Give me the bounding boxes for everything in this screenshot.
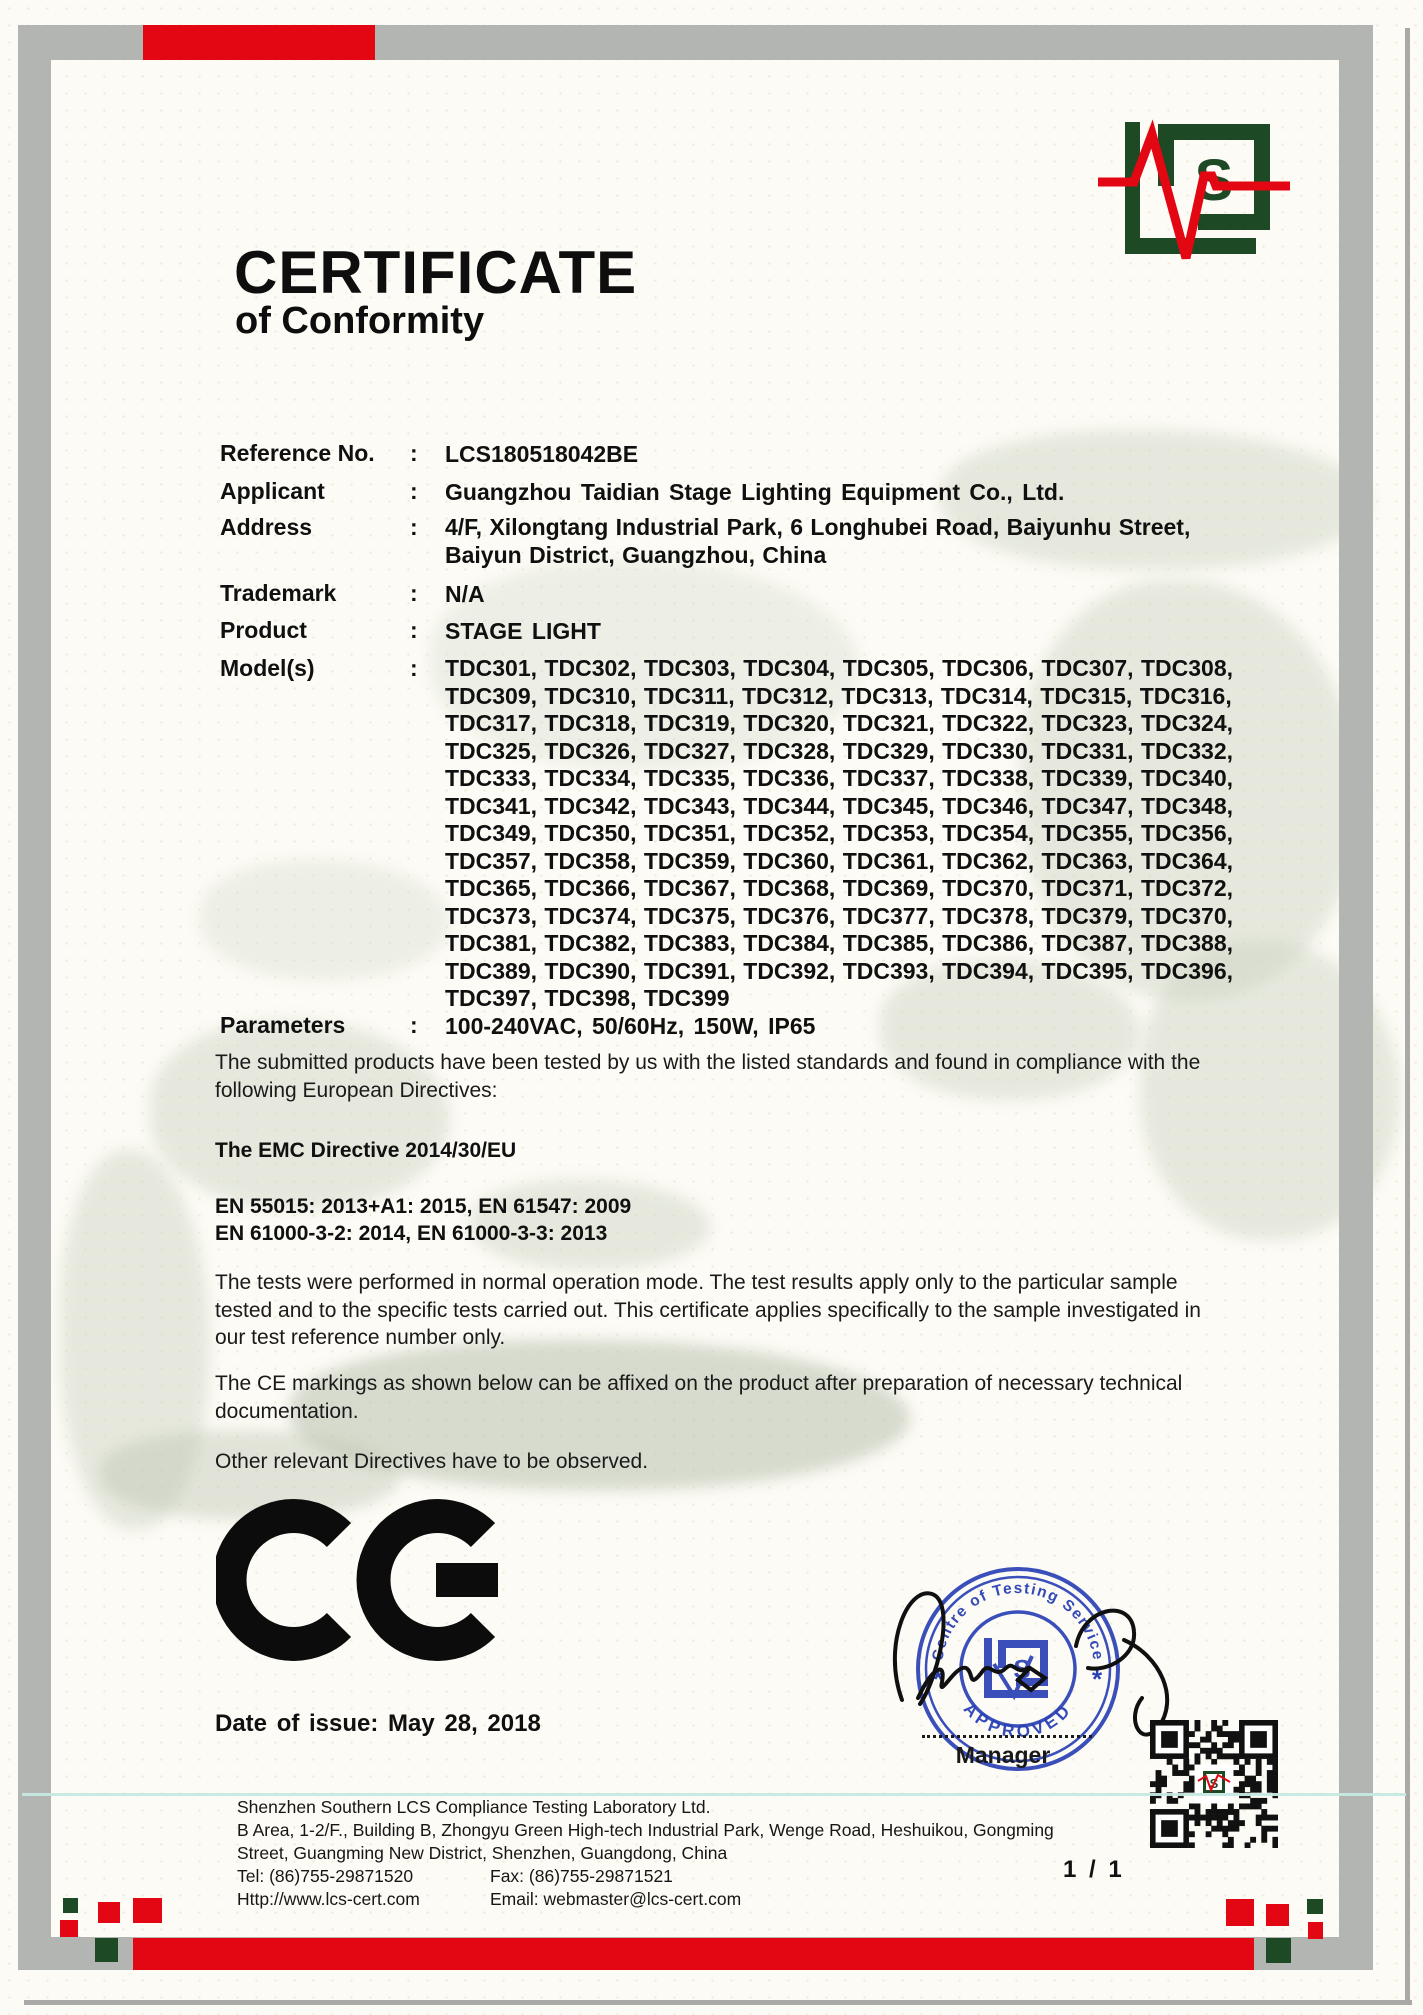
address-line: 4/F, Xilongtang Industrial Park, 6 Longhubei Road, Baiyunhu Street, (445, 514, 1191, 540)
model-line: TDC381, TDC382, TDC383, TDC384, TDC385, TDC386, TDC387, TDC388, (445, 930, 1234, 956)
statement-intro: The submitted products have been tested by us with the listed standards and found in compliance with the following European Directives: (215, 1051, 1201, 1102)
deco-square-red (1266, 1904, 1289, 1926)
frame-right (1339, 25, 1373, 1970)
ce-mark (216, 1492, 516, 1667)
statement-tests: The tests were performed in normal operation mode. The test results apply only to the particular sample tested and to the specific tests carried out. This certificate applies specifically to the sample investigated in our test reference number only. (215, 1271, 1201, 1349)
frame-bottom-red-accent (133, 1938, 1254, 1970)
model-line: TDC341, TDC342, TDC343, TDC344, TDC345, TDC346, TDC347, TDC348, (445, 792, 1234, 819)
footer-tel: Tel: (86)755-29871520 (237, 1866, 414, 1886)
field-label: Product (220, 617, 307, 643)
statement-standards-line1: EN 55015: 2013+A1: 2015, EN 61547: 2009 (215, 1195, 632, 1218)
field-label: Trademark (220, 580, 337, 606)
stamp-star-right: * (1092, 1664, 1103, 1694)
lcs-logo (1098, 116, 1290, 266)
model-line: TDC357, TDC358, TDC359, TDC360, TDC361, TDC362, TDC363, TDC364, (445, 847, 1234, 874)
field-value: Guangzhou Taidian Stage Lighting Equipment Co., Ltd. (445, 479, 1065, 505)
qr-code (1150, 1720, 1278, 1848)
footer-fax: Fax: (86)755-29871521 (490, 1866, 673, 1886)
model-line: TDC325, TDC326, TDC327, TDC328, TDC329, TDC330, TDC331, TDC332, (445, 737, 1234, 764)
footer-web: Http://www.lcs-cert.com (237, 1889, 420, 1909)
logo-letter-s: S (1194, 148, 1234, 213)
deco-square-red (1226, 1899, 1254, 1926)
footer-address-line2: Street, Guangming New District, Shenzhen, Guangdong, China (237, 1843, 728, 1863)
svg-text:S: S (1209, 1776, 1219, 1791)
signature-line (922, 1735, 1092, 1738)
model-line: TDC333, TDC334, TDC335, TDC336, TDC337, TDC338, TDC339, TDC340, (445, 765, 1234, 791)
field-value: LCS180518042BE (445, 441, 639, 467)
field-label: Address (220, 514, 313, 540)
frame-left (18, 25, 51, 1970)
field-colon: : (410, 478, 418, 504)
map-watermark (200, 860, 450, 980)
deco-square-green (1307, 1899, 1323, 1914)
stamp-arc-top-text: Centre of Testing Service (929, 1579, 1107, 1663)
model-line: TDC349, TDC350, TDC351, TDC352, TDC353, TDC354, TDC355, TDC356, (445, 820, 1234, 846)
model-line: TDC309, TDC310, TDC311, TDC312, TDC313, TDC314, TDC315, TDC316, (445, 682, 1232, 709)
page-number: 1 / 1 (1063, 1856, 1125, 1883)
field-value: STAGE LIGHT (445, 618, 601, 644)
certificate-subtitle: of Conformity (235, 300, 485, 342)
field-value: 100-240VAC, 50/60Hz, 150W, IP65 (445, 1013, 816, 1039)
stamp-star-left: * (933, 1664, 944, 1694)
scan-shadow-bottom (24, 2000, 1412, 2005)
field-value (445, 514, 1265, 569)
field-colon: : (410, 655, 418, 681)
field-colon: : (410, 440, 418, 466)
svg-text:S: S (1013, 1654, 1031, 1684)
footer-divider (22, 1793, 1406, 1796)
scan-shadow-right (1405, 28, 1410, 2000)
ce-mark-icon (216, 1492, 516, 1667)
deco-square-green (63, 1898, 78, 1913)
field-colon: : (410, 1012, 418, 1038)
field-label: Model(s) (220, 655, 315, 681)
field-label: Reference No. (220, 440, 375, 466)
deco-square-red (133, 1898, 162, 1923)
address-line: Baiyun District, Guangzhou, China (445, 541, 827, 568)
field-label: Applicant (220, 478, 325, 504)
statement-ce-note: The CE markings as shown below can be affixed on the product after preparation of necessary technical documentation. (215, 1372, 1183, 1423)
field-value: N/A (445, 581, 485, 607)
model-line: TDC301, TDC302, TDC303, TDC304, TDC305, TDC306, TDC307, TDC308, (445, 655, 1234, 681)
field-colon: : (410, 580, 418, 606)
model-line: TDC365, TDC366, TDC367, TDC368, TDC369, TDC370, TDC371, TDC372, (445, 875, 1234, 901)
certificate-title: CERTIFICATE (234, 239, 638, 306)
model-line: TDC317, TDC318, TDC319, TDC320, TDC321, TDC322, TDC323, TDC324, (445, 710, 1234, 736)
statement-standards-line2: EN 61000-3-2: 2014, EN 61000-3-3: 2013 (215, 1222, 608, 1245)
footer-company: Shenzhen Southern LCS Compliance Testing Laboratory Ltd. (237, 1797, 711, 1817)
model-line: TDC397, TDC398, TDC399 (445, 985, 730, 1011)
field-colon: : (410, 514, 418, 540)
frame-top-red-accent (143, 25, 375, 60)
field-colon: : (410, 617, 418, 643)
signer-role: Manager (955, 1742, 1051, 1768)
footer-tel-fax (237, 1866, 937, 1887)
field-value-model-list (445, 655, 1265, 1013)
statement-directive: The EMC Directive 2014/30/EU (215, 1139, 517, 1162)
deco-square-red (1308, 1922, 1323, 1939)
deco-square-red (98, 1902, 120, 1923)
deco-square-red (60, 1920, 78, 1937)
deco-square-green (95, 1938, 118, 1962)
model-line: TDC389, TDC390, TDC391, TDC392, TDC393, TDC394, TDC395, TDC396, (445, 957, 1234, 984)
footer-address-line1: B Area, 1-2/F., Building B, Zhongyu Green High-tech Industrial Park, Wenge Road, Heshuikou, Gongming (237, 1820, 1054, 1840)
deco-square-green (1266, 1938, 1291, 1963)
statement-other-directives: Other relevant Directives have to be observed. (215, 1450, 649, 1473)
date-of-issue: Date of issue: May 28, 2018 (215, 1710, 541, 1737)
field-label: Parameters (220, 1012, 346, 1038)
footer-email: Email: webmaster@lcs-cert.com (490, 1889, 742, 1909)
footer-web-email (237, 1889, 937, 1910)
stamp-arc-bottom-text: APPROVED (959, 1699, 1077, 1742)
model-line: TDC373, TDC374, TDC375, TDC376, TDC377, TDC378, TDC379, TDC370, (445, 902, 1234, 929)
